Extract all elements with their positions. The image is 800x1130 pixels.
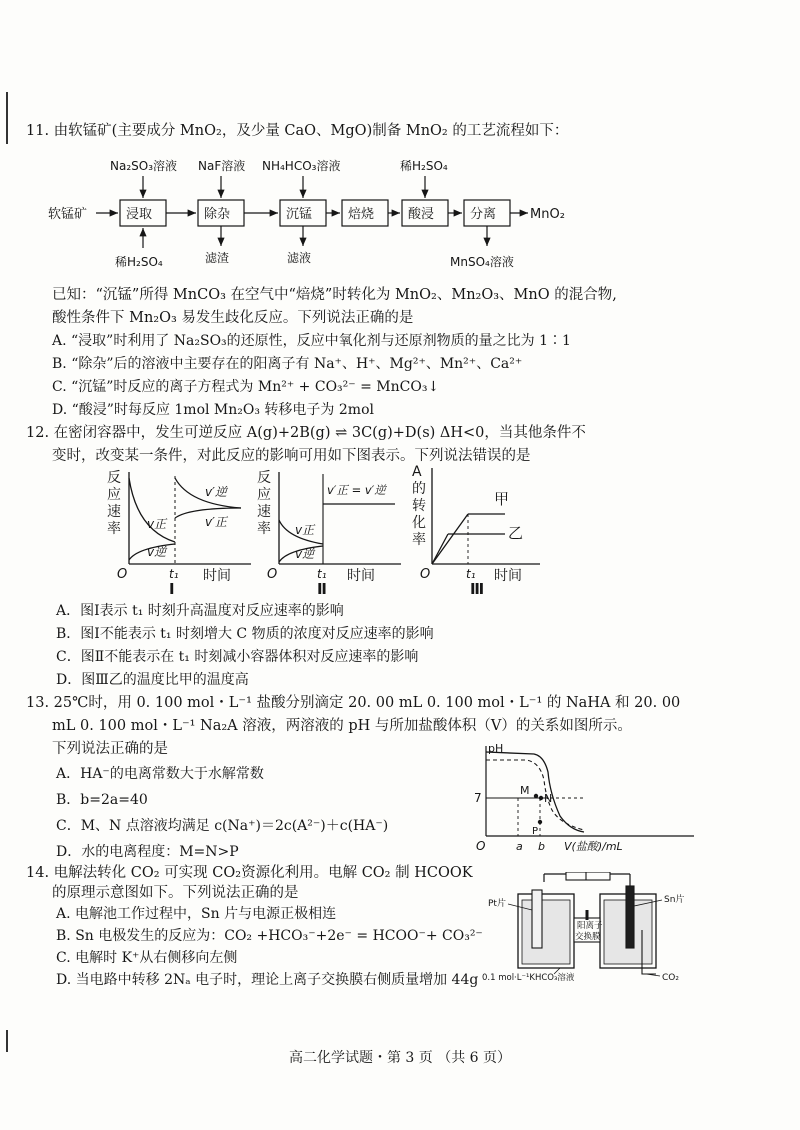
svg-text:M: M — [520, 784, 530, 797]
svg-text:t₁: t₁ — [169, 567, 179, 581]
svg-text:pH: pH — [488, 742, 504, 755]
svg-text:O: O — [117, 567, 128, 582]
series-label-yi: 乙 — [508, 524, 524, 542]
conversion-graph-3 — [410, 462, 550, 596]
question-11-option-c: C. “沉锰”时反应的离子方程式为 Mn²⁺ + CO₃²⁻ = MnCO₃↓ — [52, 379, 440, 395]
question-11-option-b: B. “除杂”后的溶液中主要存在的阳离子有 Na⁺、H⁺、Mg²⁺、Mn²⁺、Ca²⁺ — [52, 356, 523, 372]
label-v-rev: v逆 — [295, 547, 315, 561]
flow-chart — [40, 148, 600, 278]
svg-text:交换膜: 交换膜 — [575, 932, 601, 942]
svg-text:时间: 时间 — [347, 568, 375, 584]
flow-step: 焙烧 — [348, 207, 375, 222]
svg-text:转: 转 — [412, 498, 426, 514]
flow-input-bottom: 稀H₂SO₄ — [115, 255, 163, 269]
flow-input: NH₄HCO₃溶液 — [262, 159, 341, 173]
svg-text:O: O — [267, 567, 278, 582]
svg-text:率: 率 — [257, 521, 271, 537]
question-14-option-d: D. 当电路中转移 2Nₐ 电子时，理论上离子交换膜右侧质量增加 44g — [56, 972, 479, 988]
svg-text:t₁: t₁ — [317, 567, 327, 581]
label-v-fwd: v正 — [147, 517, 167, 531]
svg-text:率: 率 — [107, 521, 121, 537]
svg-text:时间: 时间 — [494, 568, 522, 584]
label-v-fwd-prime: v′正 — [205, 515, 227, 529]
svg-text:Ⅲ: Ⅲ — [470, 580, 485, 596]
sn-electrode — [626, 886, 634, 948]
svg-text:阳离子: 阳离子 — [577, 921, 603, 931]
svg-text:CO₂: CO₂ — [662, 973, 679, 983]
question-13-option-d: D．水的电离程度：M=N>P — [56, 844, 239, 860]
flow-input: NaF溶液 — [198, 159, 246, 173]
question-12-option-d: D．图Ⅲ乙的温度比甲的温度高 — [56, 672, 249, 688]
rate-graph-1 — [105, 468, 255, 596]
flow-output: 滤液 — [287, 251, 312, 265]
question-11-known-1: 已知：“沉锰”所得 MnCO₃ 在空气中“焙烧”时转化为 MnO₂、Mn₂O₃、MnO 的混合物, — [52, 287, 617, 303]
svg-text:反: 反 — [107, 470, 121, 486]
svg-text:应: 应 — [257, 487, 271, 503]
svg-text:7: 7 — [474, 791, 482, 805]
svg-text:t₁: t₁ — [466, 567, 476, 581]
svg-text:Sn片: Sn片 — [664, 895, 685, 905]
question-13-option-b: B．b=2a=40 — [56, 792, 148, 808]
question-13-stem-2: mL 0. 100 mol・L⁻¹ Na₂A 溶液，两溶液的 pH 与所加盐酸体积（V）的关系如图所示。 — [52, 718, 632, 734]
svg-text:的: 的 — [412, 481, 426, 497]
flow-output: 滤渣 — [205, 251, 230, 265]
flow-step: 除杂 — [204, 207, 231, 222]
question-11-option-d: D. “酸浸”时每反应 1mol Mn₂O₃ 转移电子为 2mol — [52, 402, 374, 418]
question-11-stem: 11. 由软锰矿(主要成分 MnO₂，及少量 CaO、MgO)制备 MnO₂ 的工艺流程如下： — [26, 123, 569, 139]
svg-text:速: 速 — [107, 504, 121, 520]
question-13-option-a: A．HA⁻的电离常数大于水解常数 — [56, 766, 264, 782]
question-14-stem-2: 的原理示意图如下。下列说法正确的是 — [52, 885, 299, 901]
question-14-option-c: C. 电解时 K⁺从右侧移向左侧 — [56, 950, 238, 966]
question-14-stem-1: 14. 电解法转化 CO₂ 可实现 CO₂资源化利用。电解 CO₂ 制 HCOOK — [26, 865, 473, 881]
svg-text:a: a — [516, 840, 523, 853]
svg-text:P: P — [532, 826, 539, 837]
svg-text:N: N — [544, 792, 553, 805]
question-11-option-a: A. “浸取”时利用了 Na₂SO₃的还原性，反应中氧化剂与还原剂物质的量之比为 1∶1 — [52, 333, 571, 349]
electrolysis-diagram — [482, 872, 698, 984]
question-number: 12. — [26, 425, 50, 441]
flow-output: MnSO₄溶液 — [450, 255, 514, 269]
flow-product: MnO₂ — [530, 207, 565, 222]
question-12-stem-2: 变时，改变某一条件，对此反应的影响可用如下图表示。下列说法错误的是 — [52, 448, 531, 464]
svg-text:V(盐酸)/mL: V(盐酸)/mL — [564, 840, 623, 853]
question-number: 11. — [26, 123, 50, 139]
svg-text:Pt片: Pt片 — [488, 899, 506, 909]
question-13-stem-1: 13. 25℃时，用 0. 100 mol・L⁻¹ 盐酸分别滴定 20. 00 mL 0. 100 mol・L⁻¹ 的 NaHA 和 20. 00 — [26, 695, 681, 711]
svg-text:应: 应 — [107, 487, 121, 503]
series-label-jia: 甲 — [494, 490, 510, 508]
question-13-stem-3: 下列说法正确的是 — [52, 741, 168, 757]
question-12-stem-1: 12. 在密闭容器中，发生可逆反应 A(g)+2B(g) ⇌ 3C(g)+D(s) ΔH<0，当其他条件不 — [26, 425, 586, 441]
question-12-option-b: B．图Ⅰ不能表示 t₁ 时刻增大 C 物质的浓度对反应速率的影响 — [56, 626, 434, 642]
flow-step: 酸浸 — [408, 207, 435, 222]
label-v-rev-prime: v′逆 — [205, 485, 227, 499]
rate-graph-2 — [255, 468, 405, 596]
label-v-fwd: v正 — [295, 523, 315, 537]
svg-text:率: 率 — [412, 532, 426, 548]
svg-text:O: O — [420, 567, 431, 582]
flow-raw-label: 软锰矿 — [48, 207, 88, 222]
page-footer: 高二化学试题・第 3 页 （共 6 页） — [288, 1050, 512, 1066]
label-v-equal: v′正 = v′逆 — [327, 483, 386, 497]
svg-text:Ⅰ: Ⅰ — [169, 580, 175, 596]
svg-text:A: A — [412, 464, 422, 480]
flow-step: 沉锰 — [286, 207, 313, 222]
question-12-option-c: C．图Ⅱ不能表示在 t₁ 时刻减小容器体积对反应速率的影响 — [56, 649, 419, 665]
svg-text:b: b — [538, 840, 545, 853]
svg-text:O: O — [476, 839, 486, 853]
pt-electrode — [532, 890, 542, 948]
binding-edge-mark — [6, 92, 8, 144]
question-14-option-b: B. Sn 电极发生的反应为：CO₂ +HCO₃⁻+2e⁻ = HCOO⁻+ CO₃²⁻ — [56, 928, 483, 944]
flow-step: 分离 — [470, 207, 497, 222]
svg-text:0.1 mol·L⁻¹KHCO₃溶液: 0.1 mol·L⁻¹KHCO₃溶液 — [482, 973, 575, 983]
svg-text:反: 反 — [257, 470, 271, 486]
flow-step: 浸取 — [126, 207, 153, 222]
svg-text:Ⅱ: Ⅱ — [317, 580, 327, 596]
svg-text:速: 速 — [257, 504, 271, 520]
ph-titration-graph — [474, 738, 774, 856]
flow-input: 稀H₂SO₄ — [400, 159, 448, 173]
svg-text:时间: 时间 — [203, 568, 231, 584]
question-number: 13. — [26, 695, 50, 711]
question-number: 14. — [26, 865, 50, 881]
question-11-known-2: 酸性条件下 Mn₂O₃ 易发生歧化反应。下列说法正确的是 — [52, 310, 414, 326]
question-12-option-a: A．图Ⅰ表示 t₁ 时刻升高温度对反应速率的影响 — [56, 603, 344, 619]
power-source — [566, 872, 610, 880]
flow-input: Na₂SO₃溶液 — [110, 159, 178, 173]
label-v-rev: v逆 — [147, 545, 167, 559]
question-13-option-c: C．M、N 点溶液均满足 c(Na⁺)＝2c(A²⁻)＋c(HA⁻) — [56, 818, 389, 834]
question-14-option-a: A. 电解池工作过程中，Sn 片与电源正极相连 — [56, 906, 337, 922]
svg-text:化: 化 — [412, 515, 426, 531]
